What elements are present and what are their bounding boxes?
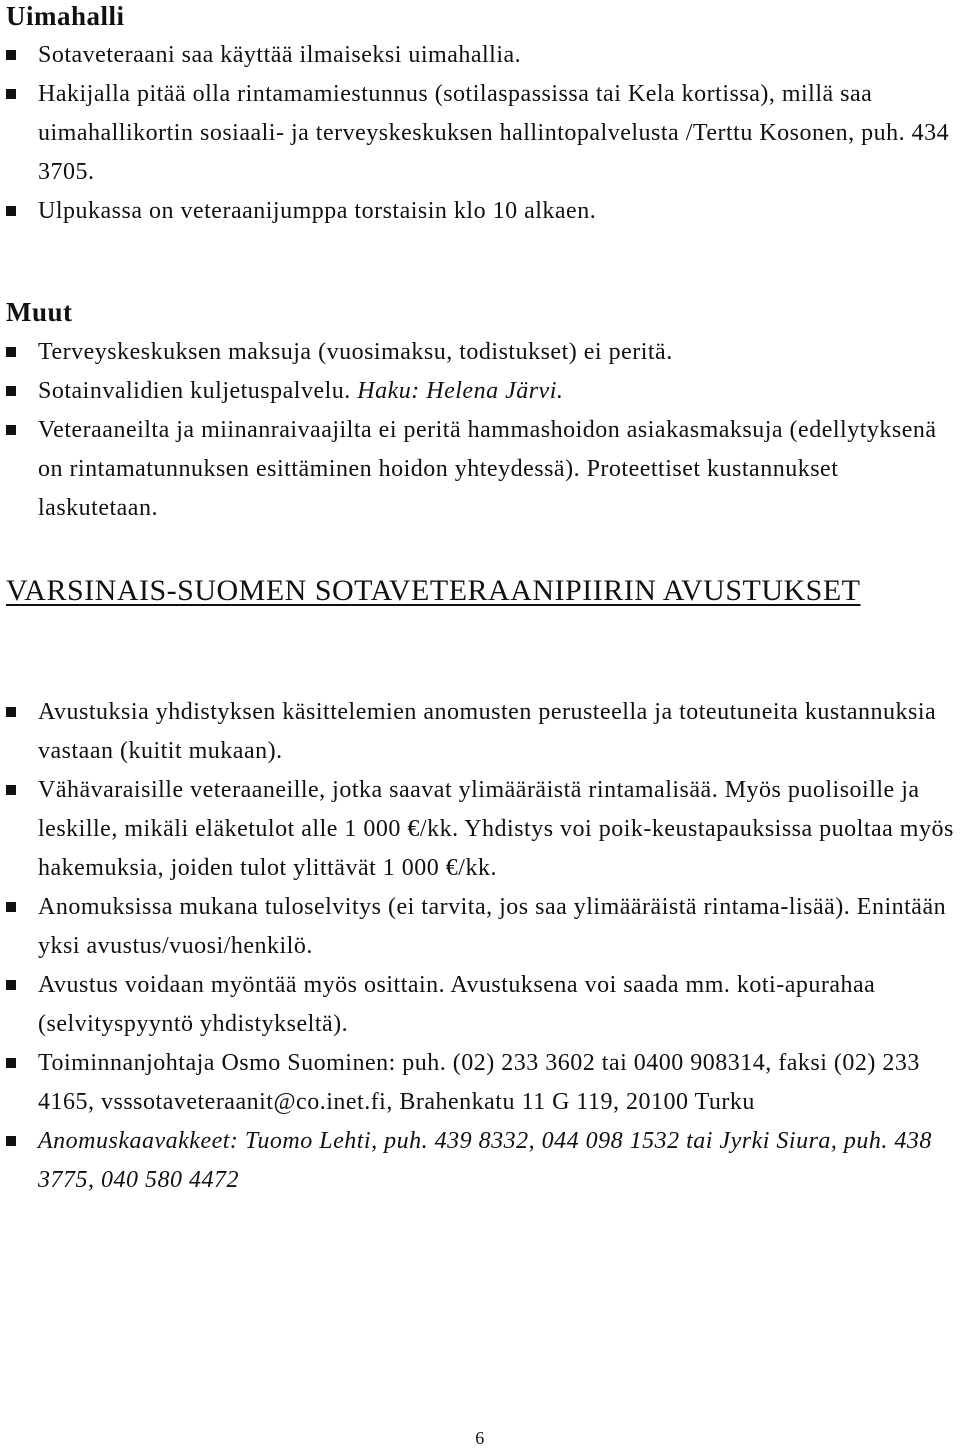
list-item — [0, 693, 960, 771]
list-item — [0, 36, 960, 75]
square-bullet-icon — [6, 386, 16, 396]
uimahalli-heading: Uimahalli — [6, 1, 125, 31]
list-item-text: Avustuksia yhdistyksen käsittelemien anomusten perusteella ja toteutuneita kustannuksia vastaan (kuitit mukaan). — [38, 699, 937, 764]
list-item — [0, 1044, 960, 1122]
list-item — [0, 411, 960, 528]
list-item-text: Hakijalla pitää olla rintamamiestunnus (sotilaspassissa tai Kela kortissa), millä saa uimahallikortin sosiaali- ja terveyskeskuksen hallintopalvelusta /Terttu Kosonen, puh. 434 3705. — [38, 81, 950, 185]
list-item-text: Ulpukassa on veteraanijumppa torstaisin klo 10 alkaen. — [38, 198, 597, 224]
list-item — [0, 966, 960, 1044]
avustukset-heading: VARSINAIS-SUOMEN SOTAVETERAANIPIIRIN AVUSTUKSET — [6, 574, 861, 607]
list-item-text: Anomuksissa mukana tuloselvitys (ei tarvita, jos saa ylimääräistä rintama-lisää). Enintään yksi avustus/vuosi/henkilö. — [38, 894, 947, 959]
square-bullet-icon — [6, 50, 16, 60]
list-item — [0, 771, 960, 888]
list-item-text: Veteraaneilta ja miinanraivaajilta ei peritä hammashoidon asiakasmaksuja (edellytyksenä on rintamatunnuksen esittäminen hoidon yhteydessä). Proteettiset kustannukset laskutetaan. — [38, 417, 937, 521]
list-item — [0, 333, 960, 372]
square-bullet-icon — [6, 902, 16, 912]
square-bullet-icon — [6, 206, 16, 216]
muut-list — [0, 333, 960, 528]
list-item-text: Terveyskeskuksen maksuja (vuosimaksu, todistukset) ei peritä. — [38, 339, 673, 365]
application-forms-contacts: Tuomo Lehti, puh. 439 8332, 044 098 1532 tai Jyrki Siura, puh. 438 3775, 040 580 4472 — [38, 1128, 932, 1193]
square-bullet-icon — [6, 785, 16, 795]
application-forms-label: Anomuskaavakkeet: — [38, 1128, 239, 1154]
list-item — [0, 1122, 960, 1200]
square-bullet-icon — [6, 425, 16, 435]
list-item-text: Sotaveteraani saa käyttää ilmaiseksi uimahallia. — [38, 42, 522, 68]
muut-heading: Muut — [6, 297, 73, 327]
square-bullet-icon — [6, 347, 16, 357]
avustukset-list — [0, 693, 960, 1200]
list-item — [0, 192, 960, 231]
list-item — [0, 372, 960, 411]
square-bullet-icon — [6, 1058, 16, 1068]
page-number: 6 — [475, 1428, 485, 1448]
square-bullet-icon — [6, 980, 16, 990]
list-item-text: Sotainvalidien kuljetuspalvelu. — [38, 378, 351, 404]
contact-person: Haku: Helena Järvi. — [357, 378, 564, 404]
list-item-text: Avustus voidaan myöntää myös osittain. Avustuksena voi saada mm. koti-apurahaa (selvityspyyntö yhdistykseltä). — [38, 972, 876, 1037]
square-bullet-icon — [6, 89, 16, 99]
list-item-text: Toiminnanjohtaja Osmo Suominen: puh. (02) 233 3602 tai 0400 908314, faksi (02) 233 4165, vsssotaveteraanit@co.inet.fi, Brahenkatu 11 G 119, 20100 Turku — [38, 1050, 920, 1115]
square-bullet-icon — [6, 707, 16, 717]
list-item — [0, 888, 960, 966]
square-bullet-icon — [6, 1136, 16, 1146]
list-item-text: Vähävaraisille veteraaneille, jotka saavat ylimääräistä rintamalisää. Myös puolisoille ja leskille, mikäli eläketulot alle 1 000 €/kk. Yhdistys voi poik-keustapauksissa puoltaa myös hakemuksia, joiden tulot ylittävät 1 000 €/kk. — [38, 777, 954, 881]
list-item — [0, 75, 960, 192]
uimahalli-list — [0, 36, 960, 231]
